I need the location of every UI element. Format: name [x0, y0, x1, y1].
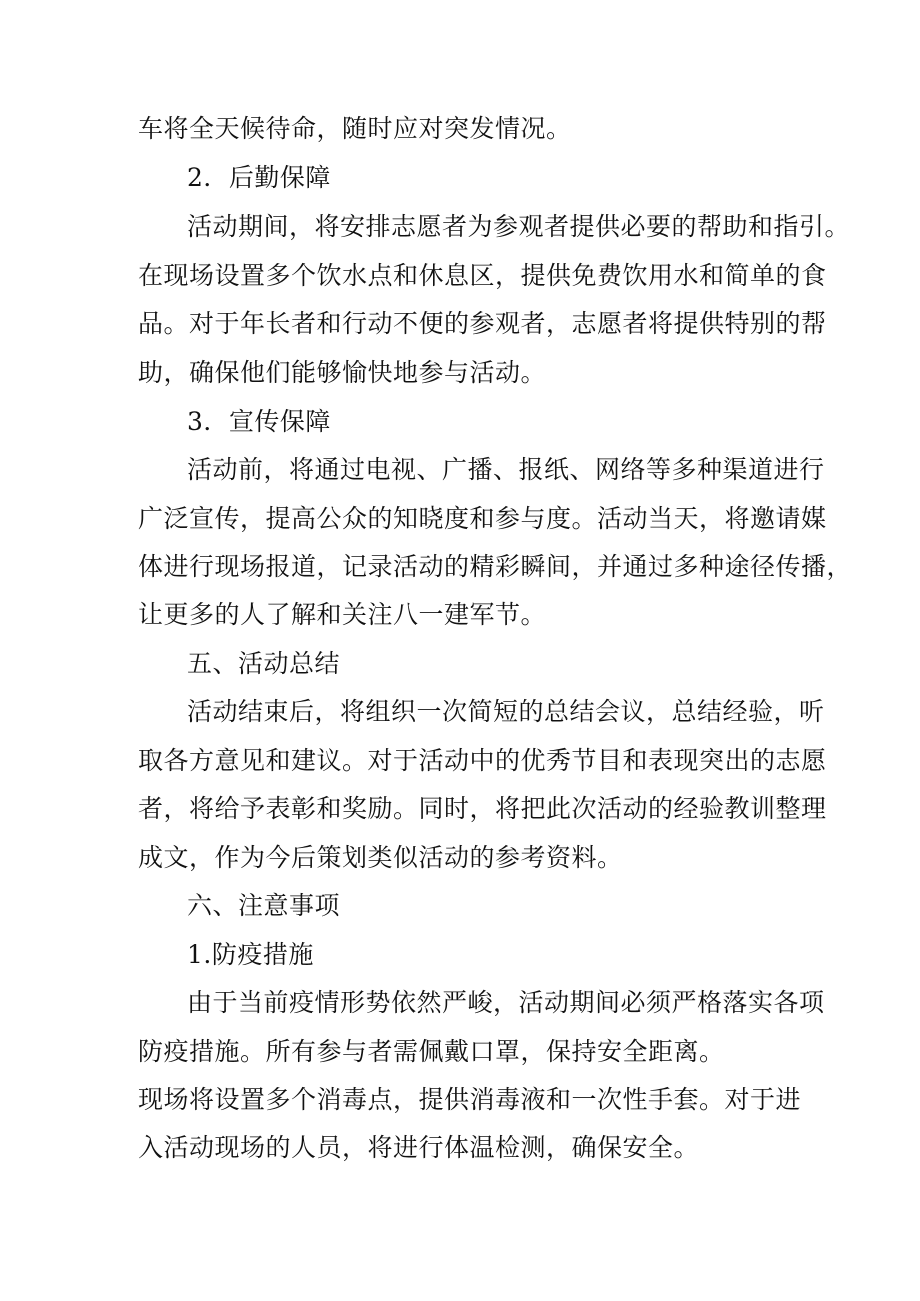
body-text-line: 由于当前疫情形势依然严峻，活动期间必须严格落实各项: [187, 988, 825, 1017]
body-text-line: 品。对于年长者和行动不便的参观者，志愿者将提供特别的帮: [138, 309, 827, 338]
body-text-line: 助，确保他们能够愉快地参与活动。: [138, 358, 547, 387]
body-text-line: 防疫措施。所有参与者需佩戴口罩，保持安全距离。: [138, 1037, 725, 1066]
body-text-line: 活动结束后，将组织一次简短的总结会议，总结经验，听: [187, 697, 825, 726]
body-text-line: 让更多的人了解和关注八一建军节。: [138, 600, 547, 629]
section-heading: 1.防疫措施: [187, 940, 314, 969]
body-text-line: 取各方意见和建议。对于活动中的优秀节目和表现突出的志愿: [138, 746, 827, 775]
section-heading: 六、注意事项: [187, 891, 341, 920]
section-heading: 五、活动总结: [187, 649, 341, 678]
body-text-line: 者，将给予表彰和奖励。同时，将把此次活动的经验教训整理: [138, 794, 827, 823]
section-heading: 3．宣传保障: [187, 407, 331, 436]
body-text-line: 成文，作为今后策划类似活动的参考资料。: [138, 843, 623, 872]
body-text-line: 现场将设置多个消毒点，提供消毒液和一次性手套。对于进: [138, 1085, 802, 1114]
body-text-line: 车将全天候待命，随时应对突发情况。: [138, 114, 572, 143]
body-text-line: 广泛宣传，提高公众的知晓度和参与度。活动当天，将邀请媒: [138, 504, 827, 533]
body-text-line: 入活动现场的人员，将进行体温检测，确保安全。: [138, 1133, 700, 1162]
body-text-line: 活动期间，将安排志愿者为参观者提供必要的帮助和指引。: [187, 212, 851, 241]
body-text-line: 活动前，将通过电视、广播、报纸、网络等多种渠道进行: [187, 455, 825, 484]
section-heading: 2．后勤保障: [187, 163, 331, 192]
body-text-line: 体进行现场报道，记录活动的精彩瞬间，并通过多种途径传播，: [138, 552, 853, 581]
body-text-line: 在现场设置多个饮水点和休息区，提供免费饮用水和简单的食: [138, 261, 827, 290]
